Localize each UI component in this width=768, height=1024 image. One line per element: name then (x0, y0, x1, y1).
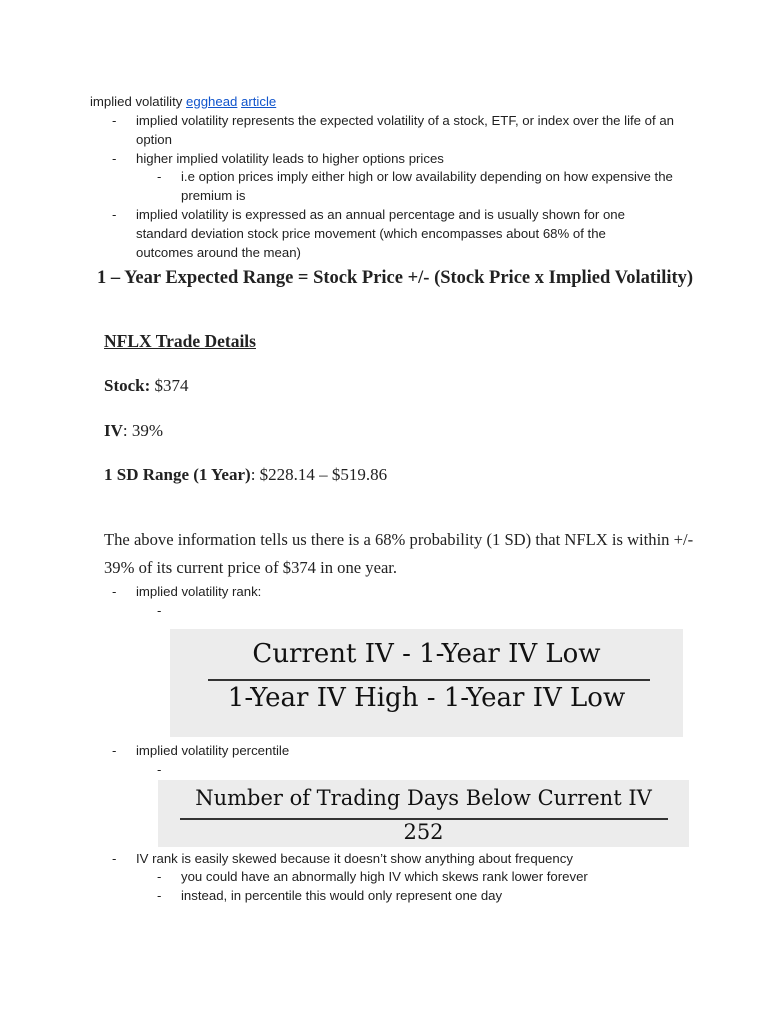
bullet-dash: - (157, 888, 162, 903)
iv-rank-formula-image (170, 629, 683, 737)
bullet-dash: - (157, 762, 162, 777)
bullet-dash: - (112, 743, 117, 758)
sd-range-label: 1 SD Range (1 Year) (104, 465, 251, 484)
bullet-dash: - (112, 113, 117, 128)
bullet-dash: - (112, 207, 117, 222)
egghead-link[interactable]: egghead (186, 94, 238, 109)
sd-range-value: : $228.14 – $519.86 (250, 465, 388, 484)
heading-prefix: implied volatility (90, 94, 183, 109)
bullet-dash: - (112, 584, 117, 599)
iv-rank-label: implied volatility rank: (136, 584, 262, 599)
list-item-text: higher implied volatility leads to higher options prices (136, 151, 444, 166)
iv-rank-denominator: 1-Year IV High - 1-Year IV Low (227, 683, 626, 713)
list-item-text: you could have an abnormally high IV which skews rank lower forever (181, 869, 588, 884)
list-item-text: i.e option prices imply either high or low availability depending on how expensive the premium is (181, 169, 673, 203)
list-item-text: implied volatility represents the expected volatility of a stock, ETF, or index over the life of an option (136, 113, 675, 147)
stock-row (104, 376, 189, 396)
bullet-dash: - (157, 169, 162, 184)
bullet-dash: - (157, 869, 162, 884)
sd-range-row (104, 465, 387, 485)
iv-row (104, 421, 163, 441)
expected-range-formula: 1 – Year Expected Range = Stock Price +/- (Stock Price x Implied Volatility) (97, 268, 694, 288)
list-item-text: IV rank is easily skewed because it doesn’t show anything about frequency (136, 851, 573, 866)
document-heading (90, 92, 276, 111)
nflx-trade-details-title: NFLX Trade Details (104, 331, 256, 351)
bullet-dash: - (157, 603, 162, 618)
iv-percentile-numerator: Number of Trading Days Below Current IV (195, 786, 652, 810)
fraction-bar (208, 679, 650, 681)
iv-value: : 39% (122, 421, 164, 440)
stock-value: $374 (154, 376, 189, 395)
iv-percentile-label: implied volatility percentile (136, 743, 290, 758)
bullet-dash: - (112, 851, 117, 866)
bullet-dash: - (112, 151, 117, 166)
list-item-text: implied volatility is expressed as an annual percentage and is usually shown for one standard deviation stock price movement (which encompasses about 68% of the outcomes around the mean) (136, 207, 625, 260)
list-item-text: instead, in percentile this would only represent one day (181, 888, 503, 903)
stock-label: Stock: (104, 376, 151, 395)
iv-percentile-denominator: 252 (403, 820, 444, 844)
article-link[interactable]: article (241, 94, 277, 109)
iv-rank-numerator: Current IV - 1-Year IV Low (252, 639, 601, 669)
iv-label: IV (104, 421, 123, 440)
nflx-explanation: The above information tells us there is a 68% probability (1 SD) that NFLX is within +/- 39% of its current price of $374 in one year. (104, 530, 694, 577)
iv-percentile-formula-image (158, 780, 689, 847)
